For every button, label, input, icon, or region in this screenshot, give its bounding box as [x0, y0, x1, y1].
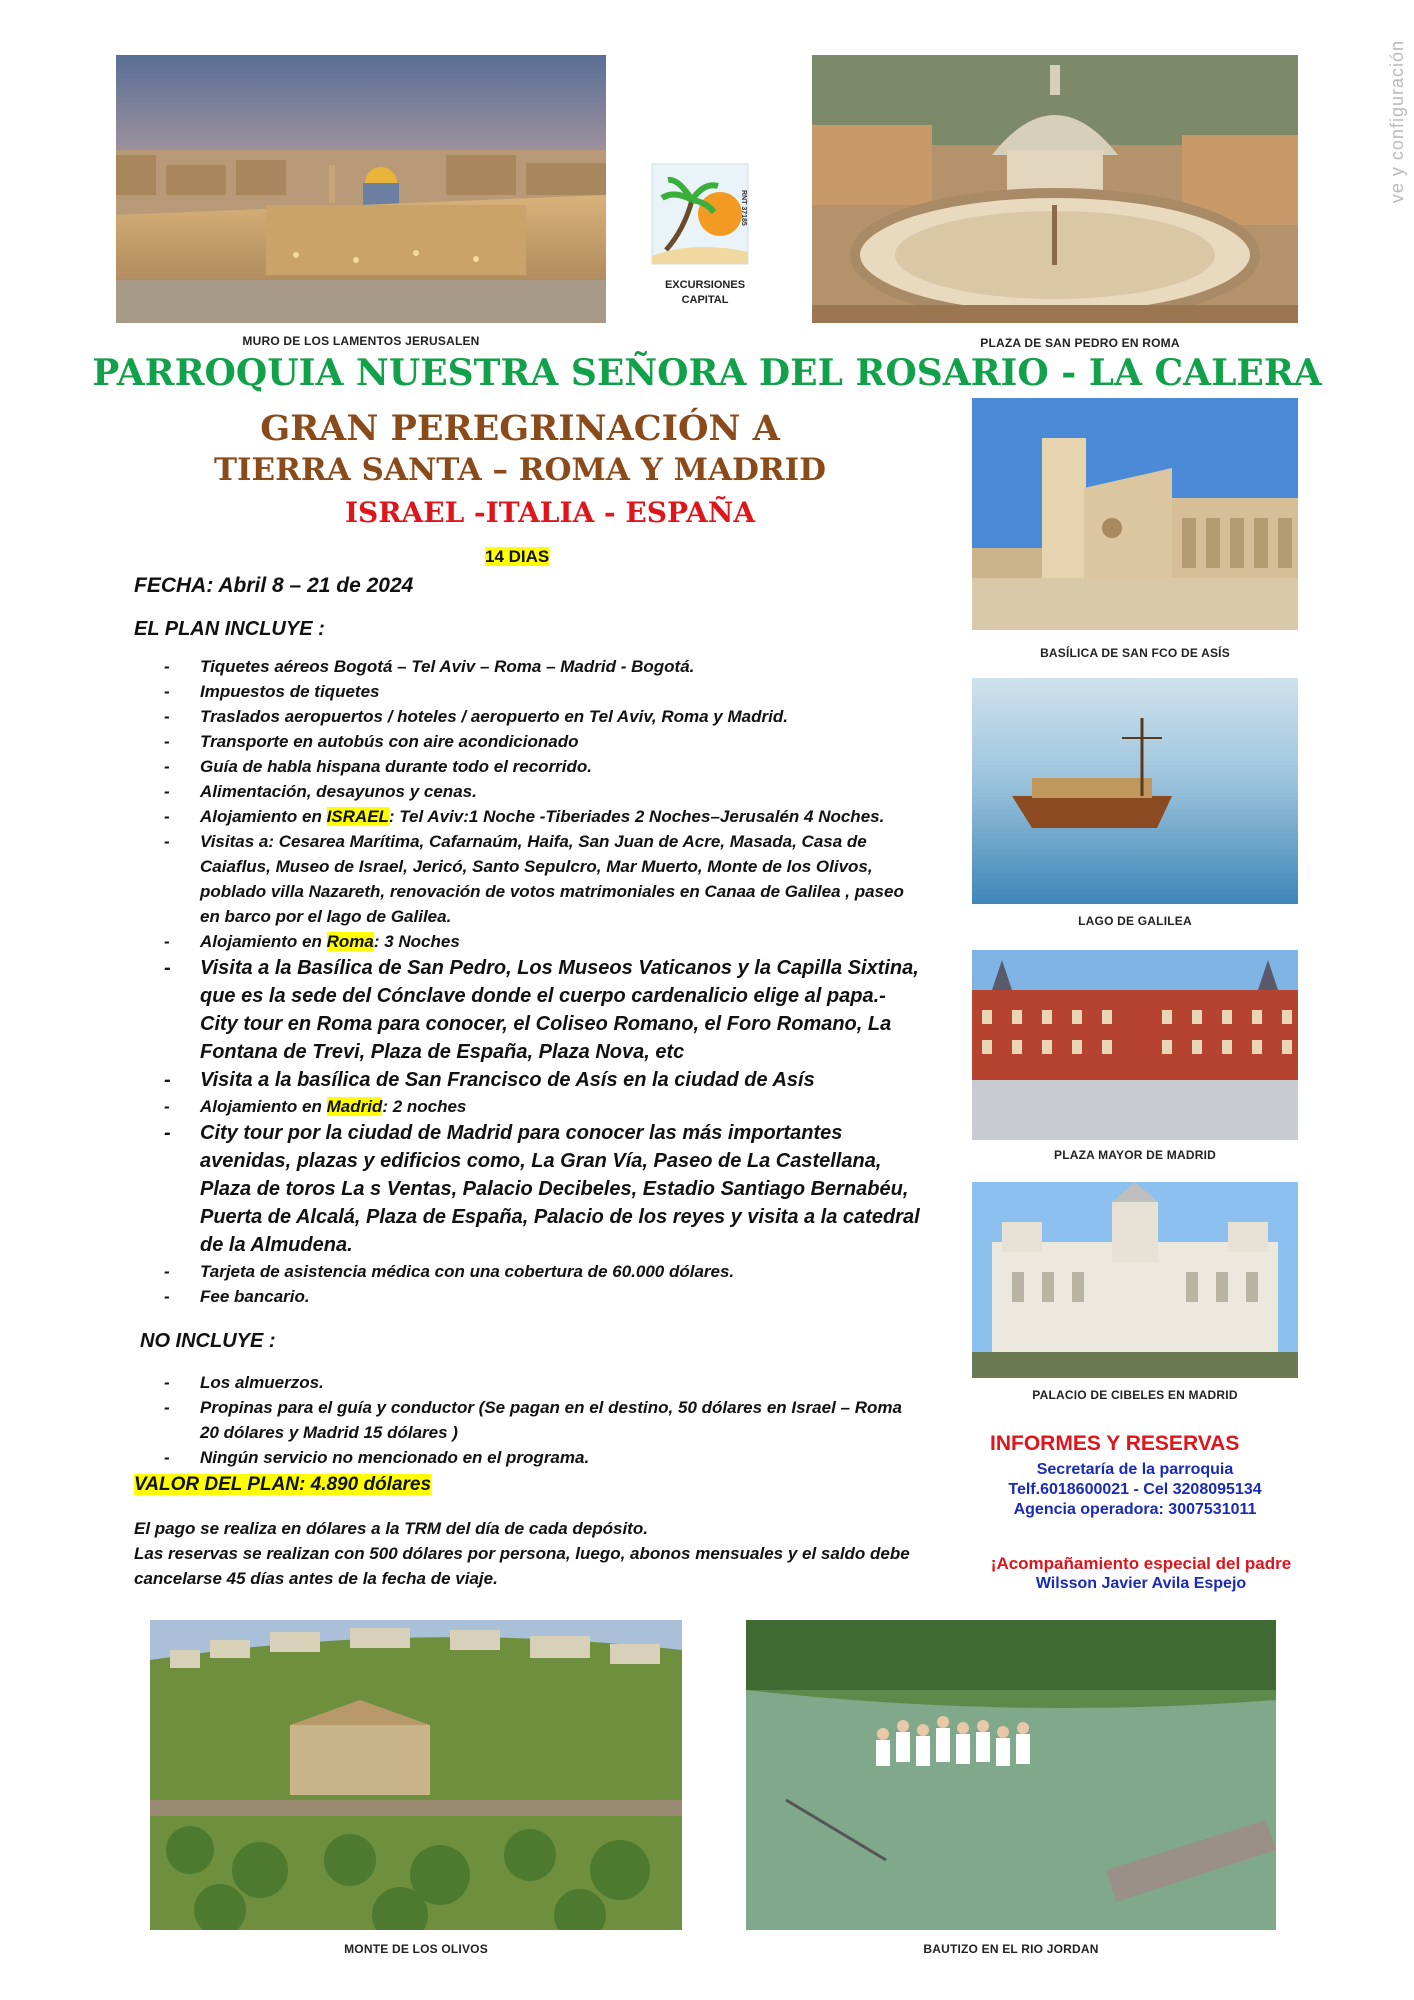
excludes-heading: NO INCLUYE : — [140, 1330, 276, 1352]
caption-cibeles: PALACIO DE CIBELES EN MADRID — [1032, 1388, 1238, 1402]
excludes-list — [164, 1370, 924, 1470]
list-item — [164, 654, 924, 679]
item-text: Alojamiento en — [200, 1097, 327, 1116]
item-text: Transporte en autobús con aire acondicionado — [200, 732, 579, 751]
item-text: Tarjeta de asistencia médica con una cobertura de 60.000 dólares. — [200, 1262, 735, 1281]
item-text: Visitas a: Cesarea Marítima, Cafarnaúm, Haifa, San Juan de Acre, Masada, Casa de Caiaflus, Museo de Israel, Jericó, Santo Sepulcro, Mar Muerto, Monte de los Olivos, poblado villa Nazareth, renovación de votos matrimoniales en Canaa de Galilea , paseo en barco por el lago de Galilea. — [200, 832, 904, 926]
item-text: : 2 noches — [382, 1097, 467, 1116]
caption-jordan-river: BAUTIZO EN EL RIO JORDAN — [923, 1942, 1099, 1956]
list-item — [164, 1370, 924, 1395]
info-phone: Telf.6018600021 - Cel 3208095134 — [1008, 1481, 1262, 1498]
logo-text — [630, 278, 780, 308]
main-title-line2: TIERRA SANTA – ROMA Y MADRID — [213, 452, 827, 488]
item-text: Visita a la basílica de San Francisco de Asís en la ciudad de Asís — [200, 1069, 815, 1091]
list-item — [164, 1119, 924, 1259]
info-secretary: Secretaría de la parroquia — [1036, 1461, 1234, 1478]
companion-line2: Wilsson Javier Avila Espejo — [1035, 1575, 1247, 1592]
list-item — [164, 1259, 924, 1284]
info-title: INFORMES Y RESERVAS — [990, 1432, 1240, 1455]
caption-st-peters: PLAZA DE SAN PEDRO EN ROMA — [980, 336, 1180, 350]
list-item — [164, 754, 924, 779]
photo-jordan-river — [746, 1620, 1276, 1930]
photo-western-wall — [116, 55, 606, 323]
item-text: Alimentación, desayunos y cenas. — [200, 782, 477, 801]
photo-st-peters — [812, 55, 1298, 323]
info-agency: Agencia operadora: 3007531011 — [1013, 1501, 1257, 1518]
caption-mount-olives: MONTE DE LOS OLIVOS — [344, 1942, 488, 1956]
list-item — [164, 954, 924, 1066]
item-text: City tour por la ciudad de Madrid para conocer las más importantes avenidas, plazas y edificios como, La Gran Vía, Paseo de La Castellana, Plaza de toros La s Ventas, Palacio Decibeles, Estadio Santiago Bernabéu, Puerta de Alcalá, Plaza de España, Palacio de los reyes y visita a la catedral de la Almudena. — [200, 1122, 920, 1256]
days-label: 14 DIAS — [485, 547, 550, 566]
logo-line1: EXCURSIONES — [664, 279, 746, 291]
payment-line2: Las reservas se realizan con 500 dólares por persona, luego, abonos mensuales y el saldo debe cancelarse 45 días antes de la fecha de viaje. — [134, 1544, 910, 1588]
photo-assisi — [972, 398, 1298, 630]
list-item — [164, 829, 924, 929]
list-item — [164, 779, 924, 804]
list-item-israel — [164, 804, 924, 829]
list-item — [164, 1284, 924, 1309]
highlight-madrid: Madrid — [326, 1097, 383, 1116]
companion-note — [976, 1554, 1306, 1594]
price-text: VALOR DEL PLAN: 4.890 dólares — [134, 1474, 432, 1495]
photo-galilee — [972, 678, 1298, 904]
caption-western-wall: MURO DE LOS LAMENTOS JERUSALEN — [242, 334, 480, 348]
item-text: Propinas para el guía y conductor (Se pagan en el destino, 50 dólares en Israel – Roma 20 dólares y Madrid 15 dólares ) — [200, 1398, 902, 1442]
list-item — [164, 729, 924, 754]
item-text: : Tel Aviv:1 Noche -Tiberiades 2 Noches–Jerusalén 4 Noches. — [388, 807, 885, 826]
list-item — [164, 679, 924, 704]
plan-price — [134, 1474, 431, 1496]
item-text: Alojamiento en — [200, 807, 327, 826]
logo-rnt: RNT 37185 — [740, 190, 747, 226]
payment-line1: El pago se realiza en dólares a la TRM del día de cada depósito. — [134, 1519, 648, 1538]
caption-galilee: LAGO DE GALILEA — [1078, 914, 1192, 928]
item-text: Traslados aeropuertos / hoteles / aeropuerto en Tel Aviv, Roma y Madrid. — [200, 707, 788, 726]
parish-title: PARROQUIA NUESTRA SEÑORA DEL ROSARIO - LA CALERA — [92, 352, 1322, 394]
item-text: Guía de habla hispana durante todo el recorrido. — [200, 757, 593, 776]
highlight-roma: Roma — [326, 932, 374, 951]
list-item-roma — [164, 929, 924, 954]
companion-line1: ¡Acompañamiento especial del padre — [990, 1554, 1292, 1573]
item-text: Ningún servicio no mencionado en el programa. — [200, 1448, 590, 1467]
trip-date: FECHA: Abril 8 – 21 de 2024 — [134, 574, 414, 597]
item-text: : 3 Noches — [373, 932, 460, 951]
item-text: Los almuerzos. — [200, 1373, 324, 1392]
caption-plaza-mayor: PLAZA MAYOR DE MADRID — [1054, 1148, 1216, 1162]
item-text: Fee bancario. — [200, 1287, 310, 1306]
photo-plaza-mayor — [972, 950, 1298, 1140]
list-item — [164, 1395, 924, 1445]
watermark-text: ve y configuración — [1387, 40, 1407, 204]
photo-cibeles — [972, 1182, 1298, 1378]
includes-heading: EL PLAN INCLUYE : — [134, 618, 325, 640]
logo-line2: CAPITAL — [681, 294, 729, 306]
item-text: Alojamiento en — [200, 932, 327, 951]
photo-mount-olives — [150, 1620, 682, 1930]
list-item — [164, 1445, 924, 1470]
days-badge — [482, 546, 552, 568]
item-text: Visita a la Basílica de San Pedro, Los Museos Vaticanos y la Capilla Sixtina, que es la sede del Cónclave donde el cuerpo cardenalicio elige al papa.- City tour en Roma para conocer, el Coliseo Romano, el Foro Romano, La Fontana de Trevi, Plaza de España, Plaza Nova, etc — [200, 957, 919, 1063]
item-text: Impuestos de tiquetes — [200, 682, 380, 701]
payment-terms — [134, 1516, 934, 1591]
main-title-line1: GRAN PEREGRINACIÓN A — [260, 408, 780, 449]
info-block — [980, 1460, 1290, 1520]
list-item — [164, 704, 924, 729]
highlight-israel: ISRAEL — [326, 807, 389, 826]
list-item — [164, 1066, 924, 1094]
agency-logo — [644, 160, 764, 270]
includes-list — [164, 654, 924, 1309]
list-item-madrid — [164, 1094, 924, 1119]
item-text: Tiquetes aéreos Bogotá – Tel Aviv – Roma – Madrid - Bogotá. — [200, 657, 695, 676]
caption-assisi: BASÍLICA DE SAN FCO DE ASÍS — [1040, 646, 1230, 660]
countries-title: ISRAEL -ITALIA - ESPAÑA — [344, 496, 756, 529]
